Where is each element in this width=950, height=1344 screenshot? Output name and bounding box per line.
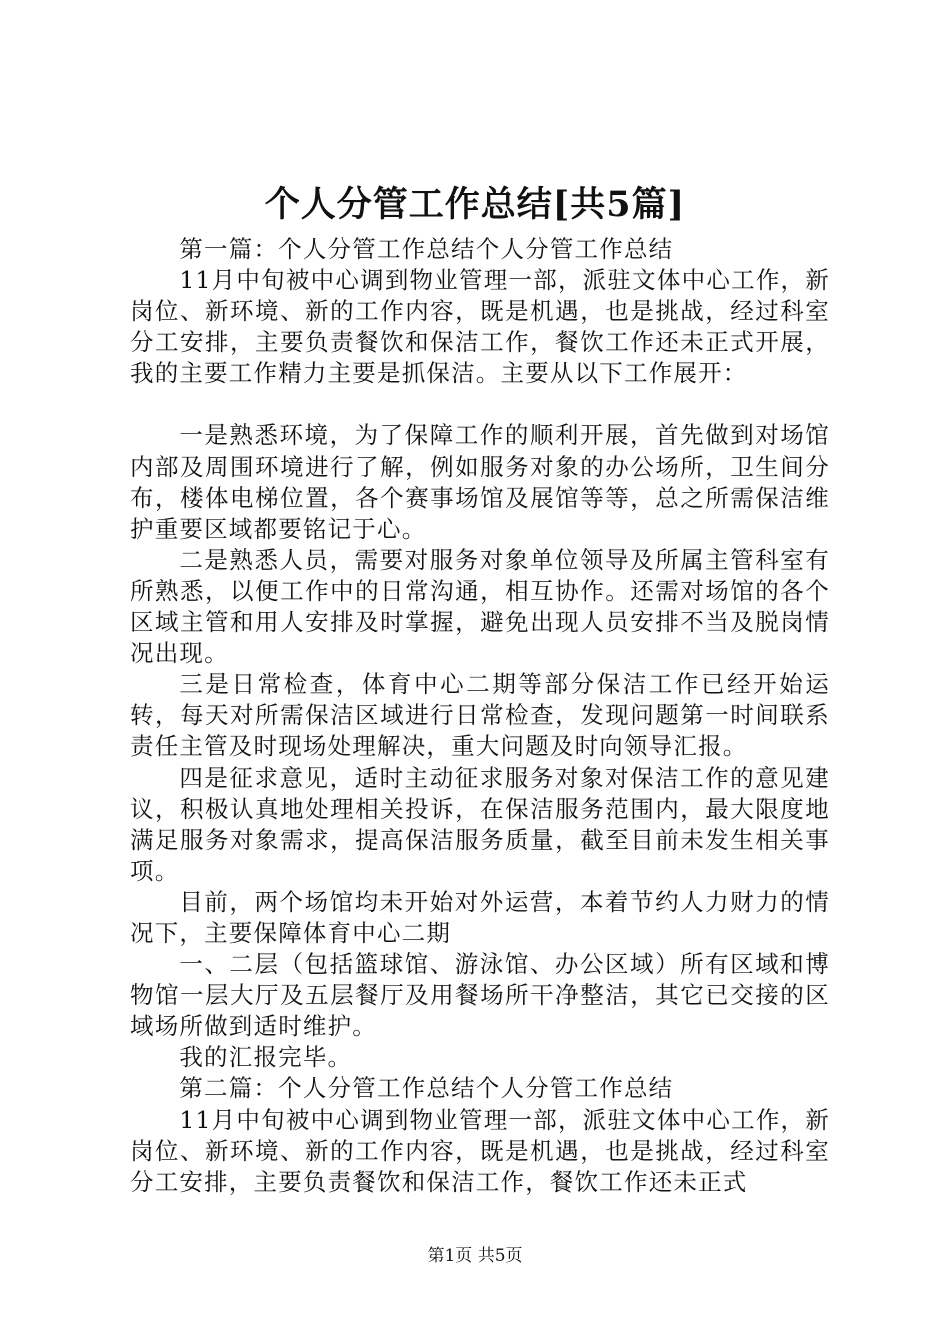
page-number-footer: 第1页 共5页 [427, 1246, 523, 1266]
paragraph-feedback: 四是征求意见，适时主动征求服务对象对保洁工作的意见建议，积极认真地处理相关投诉，在保洁服务范围内，最大限度地满足服务对象需求，提高保洁服务质量，截至目前未发生相关事项。 [130, 763, 830, 885]
paragraph-part1-heading: 第一篇：个人分管工作总结个人分管工作总结 [179, 235, 674, 263]
paragraph-environment: 一是熟悉环境，为了保障工作的顺利开展，首先做到对场馆内部及周围环境进行了解，例如服务对象的办公场所，卫生间分布，楼体电梯位置，各个赛事场馆及展馆等等，总之所需保洁维护重要区域都要铭记于心。 [130, 421, 830, 543]
document-body [130, 234, 830, 1198]
document-title: 个人分管工作总结[共5篇] [264, 184, 686, 225]
paragraph-part1-intro: 11月中旬被中心调到物业管理一部，派驻文体中心工作，新岗位、新环境、新的工作内容，既是机遇，也是挑战，经过科室分工安排，主要负责餐饮和保洁工作，餐饮工作还未正式开展，我的主要工作精力主要是抓保洁。主要从以下工作展开： [130, 266, 830, 388]
paragraph-inspection: 三是日常检查，体育中心二期等部分保洁工作已经开始运转，每天对所需保洁区域进行日常检查，发现问题第一时间联系责任主管及时现场处理解决，重大问题及时向领导汇报。 [130, 670, 830, 761]
paragraph-part2-intro: 11月中旬被中心调到物业管理一部，派驻文体中心工作，新岗位、新环境、新的工作内容，既是机遇，也是挑战，经过科室分工安排，主要负责餐饮和保洁工作，餐饮工作还未正式 [130, 1105, 830, 1196]
paragraph-closing: 我的汇报完毕。 [179, 1043, 353, 1072]
paragraph-areas: 一、二层（包括篮球馆、游泳馆、办公区域）所有区域和博物馆一层大厅及五层餐厅及用餐场所干净整洁，其它已交接的区域场所做到适时维护。 [130, 950, 830, 1041]
paragraph-current-status: 目前，两个场馆均未开始对外运营，本着节约人力财力的情况下，主要保障体育中心二期 [130, 887, 830, 947]
paragraph-personnel: 二是熟悉人员，需要对服务对象单位领导及所属主管科室有所熟悉，以便工作中的日常沟通，相互协作。还需对场馆的各个区域主管和用人安排及时掌握，避免出现人员安排不当及脱岗情况出现。 [130, 545, 830, 668]
paragraph-part2-heading: 第二篇：个人分管工作总结个人分管工作总结 [179, 1074, 674, 1103]
